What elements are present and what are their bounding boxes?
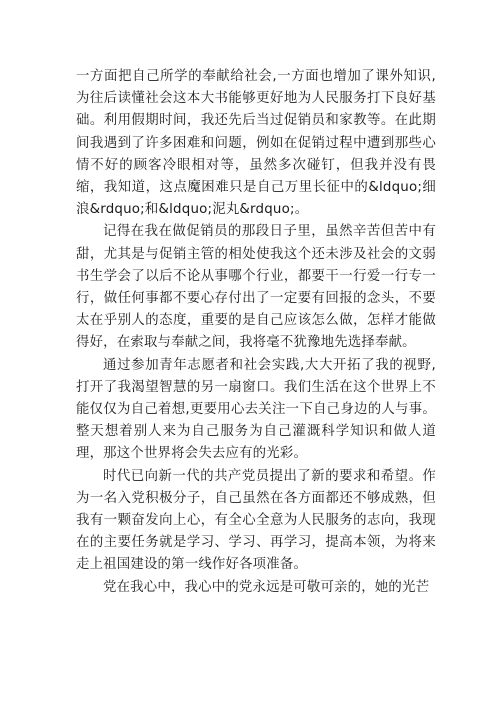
paragraph-2: 记得在我在做促销员的那段日子里，虽然辛苦但苦中有甜，尤其是与促销主管的相处使我这个还未涉及社会的文弱书生学会了以后不论从事哪个行业，都要干一行爱一行专一行，做任何事都不要心存付出了一定要有回报的念头，不要太在乎别人的态度，重要的是自己应该怎么做，怎样才能做得好，在索取与奉献之间，我将毫不犹豫地先选择奉献。 [76,224,436,351]
document-page [76,66,436,599]
paragraph-1: 一方面把自己所学的奉献给社会,一方面也增加了课外知识,为往后读懂社会这本大书能够更好地为人民服务打下良好基础。利用假期时间，我还先后当过促销员和家教等。在此期间我遇到了许多困难和问题，例如在促销过程中遭到那些心情不好的顾客冷眼相对等，虽然多次碰钉，但我并没有畏缩，我知道，这点魔困难只是自己万里长征中的&ldquo;细浪&rdquo;和&ldquo;泥丸&rdquo;。 [76,69,436,218]
paragraph-3: 通过参加青年志愿者和社会实践,大大开拓了我的视野,打开了我渴望智慧的另一扇窗口。我们生活在这个世界上不能仅仅为自己着想,更要用心去关注一下自己身边的人与事。整天想着别人来为自己服务为自己灌溉科学知识和做人道理，那这个世界将会失去应有的光彩。 [76,357,436,462]
paragraph-4: 时代已向新一代的共产党员提出了新的要求和希望。作为一名入党积极分子，自己虽然在各方面都还不够成熟，但我有一颗奋发向上心，有全心全意为人民服务的志向，我现在的主要任务就是学习、学习、再学习，提高本领，为将来走上祖国建设的第一线作好各项准备。 [76,468,436,573]
paragraph-5: 党在我心中，我心中的党永远是可敬可亲的，她的光芒 [103,579,430,595]
